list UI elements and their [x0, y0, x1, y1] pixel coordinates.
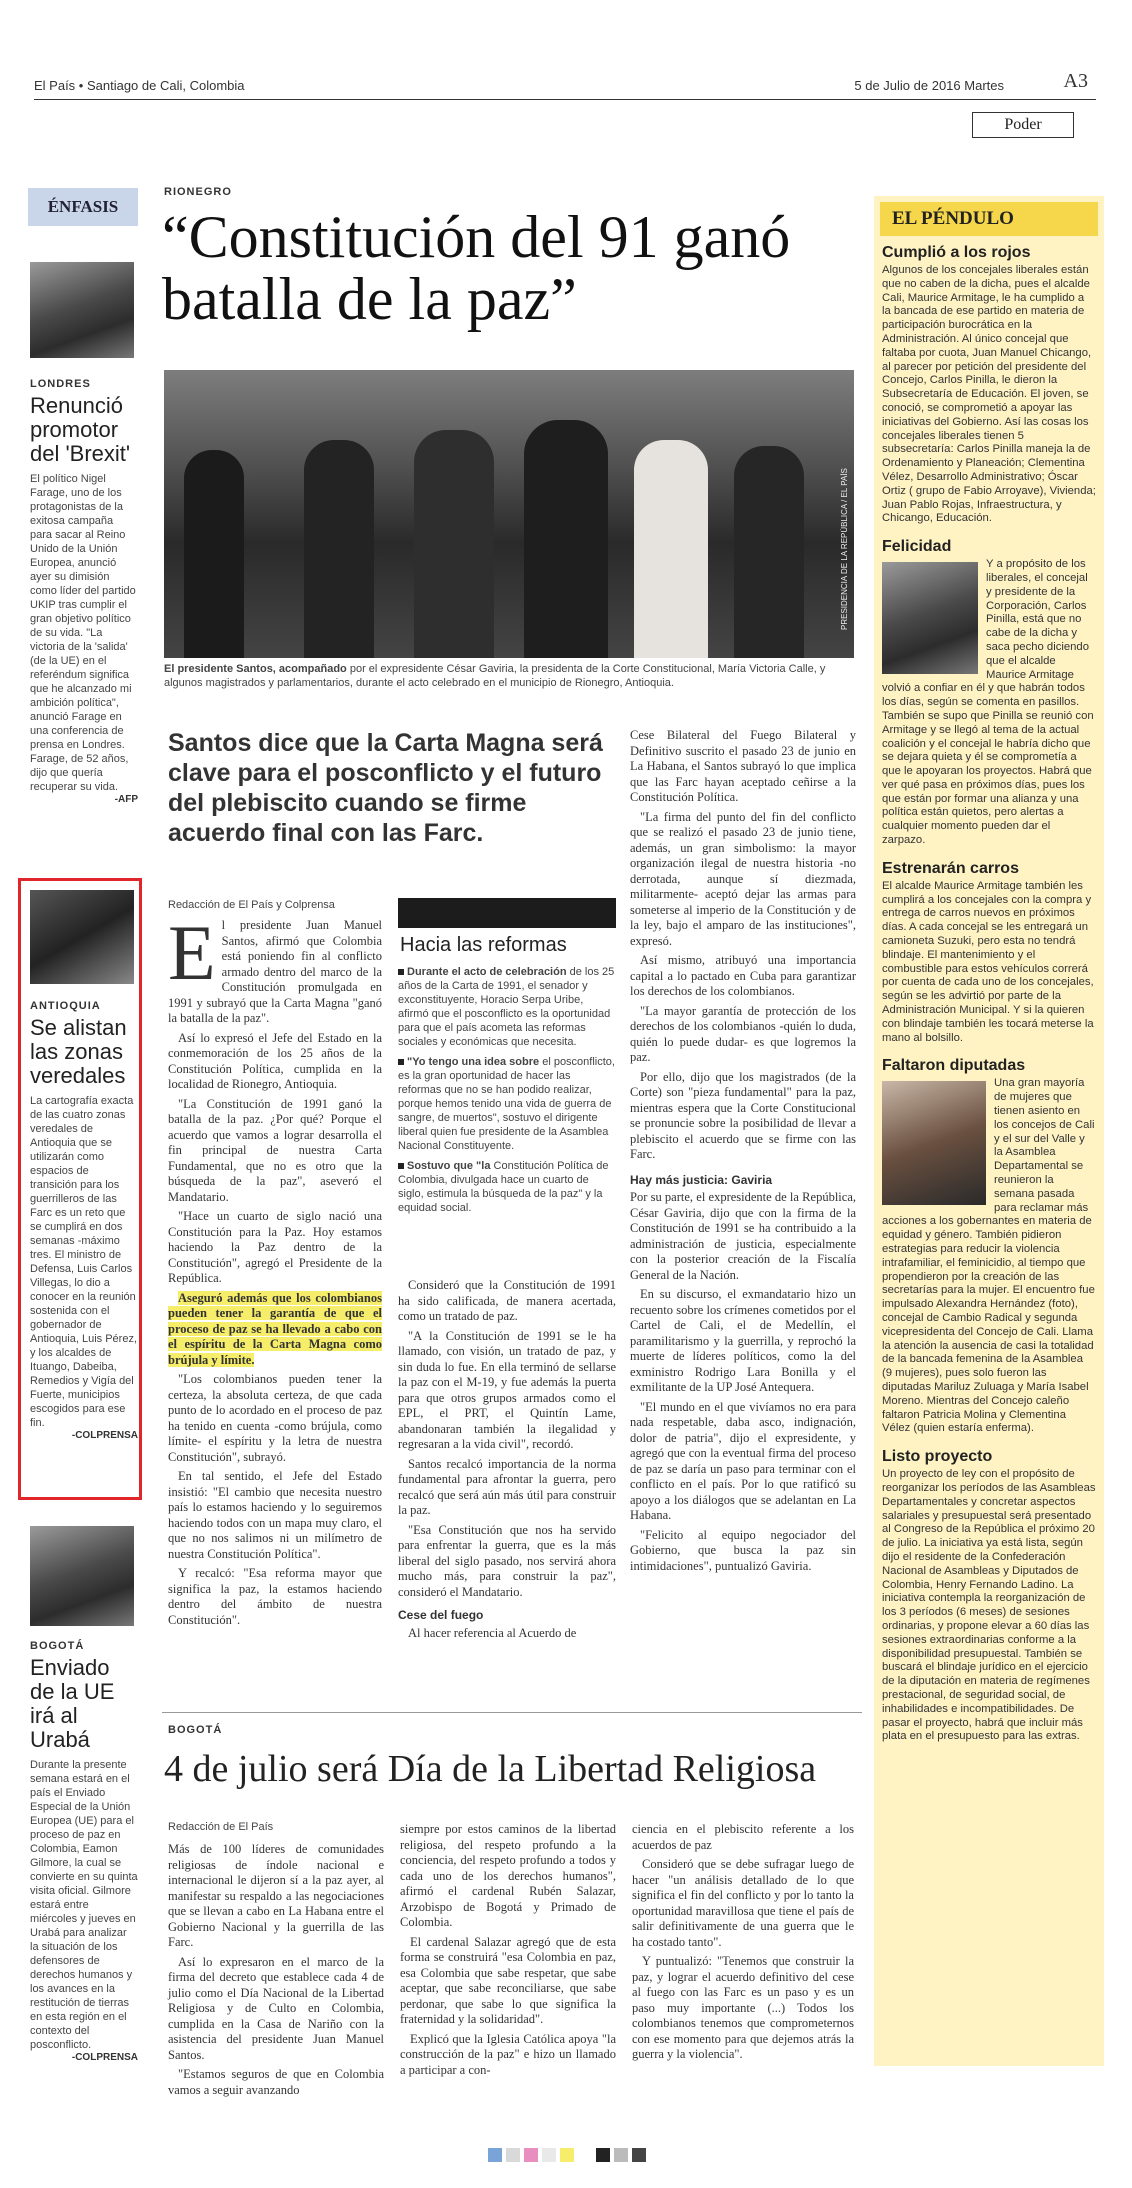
sidebar-title: Hacia las reformas: [400, 934, 567, 956]
enfasis-badge: [28, 188, 138, 226]
story-title: Se alistan las zonas veredales: [30, 1015, 127, 1088]
main-deck: Santos dice que la Carta Magna será clave para el posconflicto y el futuro del plebiscito cuando se firme acuerdo final con las Farc.: [168, 729, 603, 847]
paragraph: Así lo expresaron en el marco de la firma del decreto que establece cada 4 de julio como el Día Nacional de la Libertad Religiosa y de Culto en Colombia, cumplida en la Casa de Nariño con la asistencia del presidente Juan Manuel Santos.: [168, 1954, 384, 2062]
main-col-1: [168, 909, 382, 1632]
story-place: BOGOTÁ: [30, 1640, 85, 1652]
photo-figure: [414, 430, 494, 658]
second-col-3: [632, 1822, 854, 2067]
paragraph: "Hace un cuarto de siglo nació una Constitución para la Paz. Hoy estamos haciendo la Paz dentro de la Constitución", agregó el Presidente de la República.: [168, 1209, 382, 1285]
gilmore-photo: [30, 1526, 134, 1626]
story-title: Renunció promotor del 'Brexit': [30, 393, 131, 466]
second-kicker: BOGOTÁ: [168, 1724, 223, 1736]
photo-figure: [524, 420, 608, 658]
section-label: Poder: [972, 112, 1074, 138]
color-swatch: [506, 2148, 520, 2162]
color-swatch: [560, 2148, 574, 2162]
story-divider: [162, 1712, 862, 1713]
highlighted-paragraph: [168, 1291, 382, 1369]
sidebar-item-text: Constitución Política de Colombia, divulgada hace un cuarto de siglo, estimula la búsqueda de la paz" y la equidad social.: [398, 1160, 609, 1214]
page-header: [34, 70, 1096, 100]
paragraph: Y recalcó: "Esa reforma mayor que significa la paz, la estamos haciendo dentro del ámbito de nuestra Constitución".: [168, 1566, 382, 1627]
page-number: A3: [1063, 70, 1088, 92]
sidebar-item: [398, 965, 616, 1049]
photo-caption: [164, 662, 854, 690]
paragraph: "La firma del punto del fin del conflicto que se realizó el pasado 23 de junio tiene, además, un gran simbolismo: la mayor organización ilegal de nuestra historia -no derrotada, aunque sí diezmada, militarmente- aceptó dejar las armas para someterse al imperio de la Constitución y de la ley, bajo el amparo de las instituciones", expresó.: [630, 809, 856, 948]
photo-figure: [304, 440, 374, 658]
main-col-3: [630, 728, 856, 1578]
paragraph: "El mundo en el que vivíamos no era para nada respetable, daba asco, indignación, dolor de patria", dijo el expresidente, y agregó que con la eventual firma del proceso de paz se daría un paso para terminar con el conflicto en el país. Por lo que ratificó su apoyo a los diálogos que se adelantan en La Habana.: [630, 1399, 856, 1522]
pendulo-item-text: El alcalde Maurice Armitage también les cumplirá a los concejales con la compra y entrega de carros nuevos en próximos días. A cada concejal se les entregará un camioneta Suzuki, pero esta no tendrá blindaje. El mantenimiento y el combustible para estos vehículos correrá por cuenta de cada uno de los concejales, según se les advirtió por parte de la Administración Municipal. Y si la quieren con blindaje también les tocará meterse la mano al bolsillo.: [882, 879, 1094, 1044]
bullet-icon: [398, 1059, 404, 1065]
paragraph: Al hacer referencia al Acuerdo de: [408, 1625, 577, 1640]
veredas-photo: [30, 890, 134, 984]
sidebar-item: [398, 1055, 616, 1153]
story-text: El político Nigel Farage, uno de los protagonistas de la exitosa campaña para sacar al Reino Unido de la Unión Europea, anunció ayer su dimisión como líder del partido UKIP tras cumplir el gran objetivo político de su vida. "La victoria de la 'salida' (de la UE) en el referéndum significa que he alcanzado mi ambición política", anunció Farage en una conferencia de prensa en Londres. Farage, de 52 años, dijo que quería recuperar su vida.: [30, 473, 136, 793]
pendulo-item-title: Estrenarán carros: [882, 859, 1019, 877]
left-story-ue: [30, 1640, 138, 2063]
photo-credit: PRESIDENCIA DE LA REPÚBLICA / EL PAÍS: [840, 468, 849, 630]
main-byline: Redacción de El País y Colprensa: [168, 899, 335, 911]
paragraph: Y puntualizó: "Tenemos que construir la paz, y lograr el acuerdo definitivo del cese al fuego con las Farc es un paso y es un paso muy importante (...) Todos los colombianos tenemos que comprometernos con ese momento para que dejemos atrás la guerra y la violencia".: [632, 1954, 854, 2061]
color-swatch: [632, 2148, 646, 2162]
caption-lead: El presidente Santos, acompañado: [164, 663, 347, 675]
paragraph: En tal sentido, el Jefe del Estado insistió: "El cambio que necesita nuestro país lo estamos haciendo y lo seguiremos haciendo todos con un mapa muy claro, el que no nos salimos ni un milímetro de nuestra Constitución Política".: [168, 1469, 382, 1561]
paragraph: Por ello, dijo que los magistrados (de la Corte) son "pieza fundamental" para la paz, mientras espera que la Corte Constitucional se pronuncie sobre la posibilidad de llevar a plebiscito el acuerdo que se firme con las Farc.: [630, 1069, 856, 1161]
story-text: Durante la presente semana estará en el país el Enviado Especial de la Unión Europea (UE) para el proceso de paz en Colombia, Eamon Gilmore, la cual se convierte en su quinta visita oficial. Gilmore estará entre miércoles y jueves en Urabá para analizar la situación de los defensores de derechos humanos y los avances en la restitución de tierras en esta región en el contexto del posconflicto.: [30, 1759, 138, 2051]
reformas-sidebar: [398, 898, 616, 1215]
sidebar-item-lead: "Yo tengo una idea sobre: [407, 1056, 540, 1068]
story-text: La cartografía exacta de las cuatro zonas veredales de Antioquia que se utilizarán como espacios de transición para los guerrilleros de las Farc es un reto que se cumplirá en dos semanas -máximo tres. El ministro de Defensa, Luis Carlos Villegas, lo dio a conocer en la reunión sostenida con el gobernador de Antioquia, Luis Pérez, y los alcaldes de Ituango, Dabeiba, Remedios y Vigía del Fuerte, municipios escogidos para ese fin.: [30, 1095, 138, 1429]
sidebar-item-text: el posconflicto, es la gran oportunidad de hacer las reformas que no se han podido realizar, porque hemos tenido una vida de guerra de sangre, de muertos", sostuvo el dirigente liberal quien fue presidente de la Asamblea Nacional Constituyente.: [398, 1056, 615, 1152]
paragraph: Así lo expresó el Jefe del Estado en la conmemoración de los 25 años de la Constitución Política, cumplida en la localidad de Rionegro, Antioquia.: [168, 1030, 382, 1091]
paragraph: "A la Constitución de 1991 se le ha llamado, con visión, un tratado de paz, y sin duda lo fue. En ella terminó de sellarse la paz con el M-19, y fue además la puerta para que otros grupos armados como el EPL, el PRT, el Quintín Lame, abandonaran también la ilegalidad y regresaran a la vida civil", recordó.: [398, 1328, 616, 1451]
edition-date: 5 de Julio de 2016 Martes: [854, 78, 1004, 93]
header-rule: [34, 99, 1096, 100]
story-credit: -COLPRENSA: [71, 2052, 138, 2063]
paragraph: En su discurso, el exmandatario hizo un recuento sobre los crímenes cometidos por el Cartel de Cali, el de Medellín, el paramilitarismo y la guerrilla, y reprochó la muerte de líderes políticos, como la del exministro Rodrigo Lara Bonilla y el exmilitante de la UP José Antequera.: [630, 1287, 856, 1394]
photo-figure: [734, 446, 804, 658]
pendulo-item: [882, 860, 1096, 1046]
pendulo-item-title: Faltaron diputadas: [882, 1057, 1026, 1075]
pendulo-item-text: Un proyecto de ley con el propósito de reorganizar los períodos de las Asambleas Departamentales y concretar aspectos salariales y presupuestal será presentado al Congreso de la República el próximo 20 de julio. La iniciativa ya está lista, según dijo el residente de la Confederación Nacional de Asambleas y Diputados de Colombia, Henry Fernando Ladino. La iniciativa contempla la reorganización de los 3 períodos (6 meses) de sesiones ordinarias, y propone elevar a 60 días las sesiones extraordinarias conforme a la disponibilidad presupuestal. También se buscará el blindaje jurídico en el ejercicio de la diputación en materia de regímenes prestacional, de seguridad social, de inhabilidades e incompatibilidades. De pasar el proyecto, habrá que incluir más plata en el presupuesto para las extras.: [882, 1468, 1096, 1743]
sidebar-item-lead: Sostuvo que "la: [407, 1160, 491, 1172]
bullet-icon: [398, 1163, 404, 1169]
paragraph: "Los colombianos pueden tener la certeza, la absoluta certeza, de que cada punto de lo acordado en el proceso de paz ha tenido en cuenta -como brújula, como límite- el espíritu y la letra de nuestra Constitución", subrayó.: [168, 1372, 382, 1464]
second-col-1: [168, 1842, 384, 2102]
story-title: Enviado de la UE irá al Urabá: [30, 1655, 115, 1752]
photo-figure: [634, 440, 708, 658]
caption-text: por el expresidente César Gaviria, la presidenta de la Corte Constitucional, María Victoria Calle, y algunos magistrados y parlamentarios, durante el acto celebrado en el municipio de Rionegro, Antioquia.: [164, 663, 826, 689]
paragraph: Consideró que la Constitución de 1991 ha sido calificada, de manera acertada, como un tratado de paz.: [398, 1278, 616, 1323]
masthead: El País • Santiago de Cali, Colombia: [34, 78, 245, 93]
left-story-veredas: [30, 1000, 138, 1441]
pendulo-item: [882, 244, 1096, 526]
farage-photo: [30, 262, 134, 358]
color-swatch: [542, 2148, 556, 2162]
subhead: Cese del fuego: [398, 1608, 484, 1622]
sidebar-bar: [398, 898, 616, 928]
paragraph: "Estamos seguros de que en Colombia vamos a seguir avanzando: [168, 2067, 384, 2097]
second-byline: Redacción de El País: [168, 1821, 274, 1833]
main-photo: [164, 370, 854, 658]
main-headline: “Constitución del 91 ganó batalla de la paz”: [162, 204, 791, 332]
subhead: Hay más justicia: Gaviria: [630, 1172, 773, 1187]
bullet-icon: [398, 969, 404, 975]
story-credit: -COLPRENSA: [71, 1430, 138, 1441]
color-swatch: [614, 2148, 628, 2162]
pendulo-item: [882, 1057, 1096, 1436]
pendulo-item-text: Y a propósito de los liberales, el concejal y presidente de la Corporación, Carlos Pinilla, está que no cabe de la dicha y saca pecho diciendo que el alcalde Maurice Armitage volvió a confiar en él y que habrán todos los días, según se comenta en pasillos. También se supo que Pinilla se reunió con Armitage y se llegó al tema de la actual coalición y el concejal le habría dicho que se dejara quieta y él se comprometía a que le apoyaran los proyectos. Habrá que ver qué pasa en próximos días, pues los que están por formar una alianza y una política están quietos, pero alertas a cualquier momento pueden dar el zarpazo.: [882, 558, 1094, 847]
color-swatch: [596, 2148, 610, 2162]
enfasis-label: ÉNFASIS: [47, 197, 119, 216]
second-headline: 4 de julio será Día de la Libertad Religiosa: [164, 1748, 817, 1790]
sidebar-item: [398, 1159, 616, 1215]
paragraph: Consideró que se debe sufragar luego de hacer "un análisis detallado de lo que significa el fin del conflicto y por lo tanto la oportunidad maravillosa que tiene el país de salir definitivamente de una guerra que le ha costado tanto".: [632, 1857, 854, 1949]
paragraph: Por su parte, el expresidente de la República, César Gaviria, dijo que con la firma de la Constitución de 1991 se ha contribuido a la administración de justicia, especialmente con la posterior creación de la Fiscalía General de la Nación.: [630, 1190, 856, 1282]
photo-figure: [184, 450, 244, 658]
paragraph: siempre por estos caminos de la libertad religiosa, del respeto profundo a la conciencia, del respeto profundo a todos y cada uno de los derechos humanos", afirmó el cardenal Rubén Salazar, Arzobispo de Bogotá y Primado de Colombia.: [400, 1822, 616, 1929]
paragraph: "Esa Constitución que nos ha servido para enfrentar la guerra, que es la más liberal del siglo pasado, nos servirá ahora mucho más, para construir la paz", consideró el Mandatario.: [398, 1522, 616, 1599]
left-story-brexit: [30, 378, 138, 805]
main-kicker: RIONEGRO: [164, 186, 232, 198]
paragraph: Más de 100 líderes de comunidades religiosas de índole nacional e internacional le dijeron sí a la paz ayer, al manifestar su respaldo a las negociaciones que se llevan a cabo en La Habana entre el Gobierno Nacional y la guerrilla de las Farc.: [168, 1842, 384, 1949]
paragraph: ciencia en el plebiscito referente a los acuerdos de paz: [632, 1822, 854, 1852]
color-swatch: [524, 2148, 538, 2162]
color-swatch: [488, 2148, 502, 2162]
story-place: LONDRES: [30, 378, 91, 390]
paragraph: Explicó que la Iglesia Católica apoya "la construcción de la paz" e hizo un llamado a participar a con-: [400, 2031, 616, 2077]
pendulo-title: EL PÉNDULO: [880, 202, 1098, 236]
pendulo-item-title: Felicidad: [882, 538, 952, 556]
pinilla-photo: [882, 562, 978, 674]
pendulo-item-title: Listo proyecto: [882, 1448, 993, 1466]
drop-cap: E: [168, 909, 216, 996]
pendulo-item-text: Algunos de los concejales liberales están que no caben de la dicha, pues el alcalde Cali, Maurice Armitage, le ha cumplido a la bancada de ese partido en materia de participación burocrática en la Administración. Al único concejal que faltaba por cuota, Juan Manuel Chicango, al parecer por petición del presidente del Concejo, Carlos Pinilla, le dieron la Subsecretaría de Educación. El joven, se conoció, se comprometió a apoyar las iniciativas del Gobierno. Así las cosas los concejales liberales tienen 5 subsecretaría: Carlos Pinilla maneja la de Ordenamiento y Planeación; Clementina Vélez, Desarrollo Administrativo; Óscar Ortiz ( grupo de Fabio Arroyave), Vivienda; Juan Pablo Rojas, Infraestructura, y Chicango, Educación.: [882, 264, 1096, 525]
paragraph: Cese Bilateral del Fuego Bilateral y Definitivo suscrito el pasado 23 de junio en La Habana, el Santos subrayó lo que implica que las Farc hayan aceptado ceñirse a la Constitución Política.: [630, 728, 856, 804]
story-place: ANTIOQUIA: [30, 1000, 101, 1012]
sidebar-item-text: de los 25 años de la Carta de 1991, el senador y exconstituyente, Horacio Serpa Uribe, afirmó que el posconflicto es la oportunidad para que el país acometa las reformas sociales y económicas que necesita.: [398, 966, 615, 1048]
hernandez-photo: [882, 1081, 986, 1205]
story-credit: -AFP: [114, 794, 138, 805]
pendulo-item-text: Una gran mayoría de mujeres que tienen asiento en los concejos de Cali y el sur del Valle y la Asamblea Departamental se reunieron la semana pasada para reclamar más acciones a los gobernantes en materia de equidad y género. También pidieron estrategias para reducir la violencia intrafamiliar, el feminicidio, al tiempo que propendieron por la creación de las secretarías para la mujer. El encuentro fue impulsado Alexandra Hernández (foto), concejal de Cambio Radical y segunda vicepresidenta del Concejo de Cali. Llama la atención la ausencia de casi la totalidad de la bancada femenina de la Asamblea (9 mujeres), pues solo fueron las diputadas Mariluz Zuluaga y María Isabel Moreno. Mientras del Concejo caleño faltaron Patricia Molina y Clementina Vélez (quien estaría enferma).: [882, 1077, 1095, 1435]
pendulo-item-title: Cumplió a los rojos: [882, 244, 1031, 261]
paragraph: "Felicito al equipo negociador del Gobierno, que busca la paz sin intimidaciones", puntualizó Gaviria.: [630, 1527, 856, 1573]
lead-paragraph: l presidente Juan Manuel Santos, afirmó que Colombia está poniendo fin al conflicto armado dentro del marco de la Constitución promulgada en 1991 y subrayó que la Carta Magna "ganó la batalla de la paz".: [168, 918, 382, 1025]
sidebar-item-lead: Durante el acto de celebración: [407, 966, 567, 978]
paragraph: "La mayor garantía de protección de los derechos de los colombianos -quién lo duda, quién lo puede dudar- es que logremos la paz.: [630, 1003, 856, 1064]
paragraph: Santos recalcó importancia de la norma fundamental para afrontar la guerra, pero recalcó que será aún más útil para construir la paz.: [398, 1456, 616, 1517]
second-col-2: [400, 1822, 616, 2082]
paragraph: "La Constitución de 1991 ganó la batalla de la paz. ¿Por qué? Porque el acuerdo que vamos a lograr desarrolla el fin principal de nuestra Carta Fundamental, que no es otro que la búsqueda de la paz", aseveró el Mandatario.: [168, 1096, 382, 1204]
pendulo-column: [874, 196, 1104, 2066]
highlight-text: Aseguró además que los colombianos pueden tener la garantía de que el proceso de paz se ha llevado a cabo con el espíritu de la Carta Magna como brújula y límite.: [168, 1290, 382, 1367]
paragraph: El cardenal Salazar agregó que de esta forma se construirá "esa Colombia en paz, esa Colombia que sabe respetar, que sabe aceptar, que sabe reconciliarse, que sabe perdonar, que sabe lo que significa la fraternidad y la solidaridad".: [400, 1934, 616, 2026]
paragraph: Así mismo, atribuyó una importancia capital a lo pactado en Cuba para garantizar los derechos de los colombianos.: [630, 953, 856, 998]
pendulo-item: [882, 538, 1096, 848]
main-col-2: [398, 1278, 616, 1645]
pendulo-item: [882, 1448, 1096, 1744]
